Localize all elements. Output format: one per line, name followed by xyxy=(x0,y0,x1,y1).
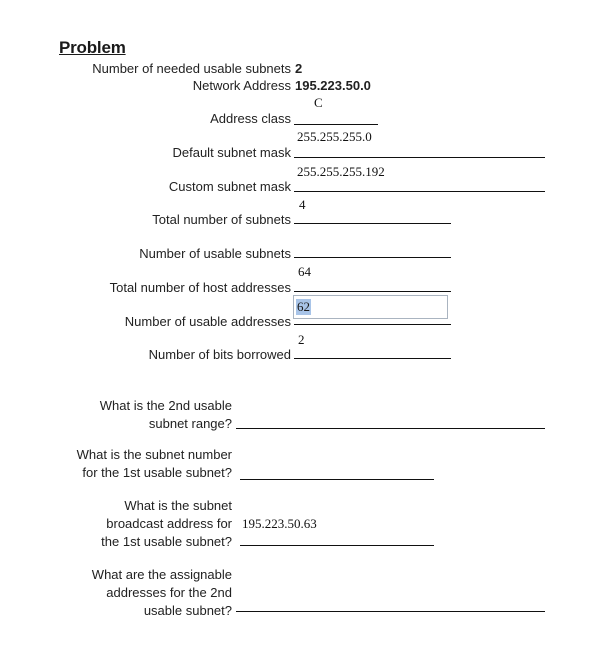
bits-borrowed-answer[interactable]: 2 xyxy=(298,332,305,347)
needed-subnets-value: 2 xyxy=(295,61,303,76)
total-subnets-answer[interactable]: 4 xyxy=(299,197,306,212)
usable-addresses-answer[interactable]: 62 xyxy=(297,299,310,314)
total-hosts-line xyxy=(294,291,451,292)
network-address-label: Network Address xyxy=(192,78,291,93)
usable-addresses-label: Number of usable addresses xyxy=(124,314,291,329)
q4-answer-line xyxy=(236,611,545,612)
bits-borrowed-label: Number of bits borrowed xyxy=(148,347,291,362)
default-mask-answer[interactable]: 255.255.255.0 xyxy=(297,129,372,144)
network-address-value: 195.223.50.0 xyxy=(295,78,371,93)
total-hosts-label: Total number of host addresses xyxy=(109,280,291,295)
custom-mask-line xyxy=(294,191,545,192)
address-class-line xyxy=(294,124,378,125)
address-class-answer[interactable]: C xyxy=(314,95,323,110)
q2-answer-line xyxy=(240,479,434,480)
total-hosts-answer[interactable]: 64 xyxy=(298,264,311,279)
custom-mask-label: Custom subnet mask xyxy=(168,179,291,194)
usable-subnets-label: Number of usable subnets xyxy=(139,246,291,261)
needed-subnets-label: Number of needed usable subnets xyxy=(92,61,291,76)
custom-mask-answer[interactable]: 255.255.255.192 xyxy=(297,164,385,179)
question-assignable-addresses: What are the assignable addresses for the 2nd usable subnet? xyxy=(91,567,232,618)
question-broadcast-address: What is the subnet broadcast address for the 1st usable subnet? xyxy=(101,498,232,549)
total-subnets-line xyxy=(294,223,451,224)
q3-answer[interactable]: 195.223.50.63 xyxy=(242,516,317,531)
bits-borrowed-line xyxy=(294,358,451,359)
address-class-label: Address class xyxy=(210,111,291,126)
default-mask-label: Default subnet mask xyxy=(172,145,291,160)
default-mask-line xyxy=(294,157,545,158)
total-subnets-label: Total number of subnets xyxy=(152,212,291,227)
q3-answer-line xyxy=(240,545,434,546)
page-title: Problem xyxy=(59,38,126,57)
q1-answer-line xyxy=(236,428,545,429)
usable-addresses-line xyxy=(294,324,451,325)
usable-addresses-input[interactable] xyxy=(293,295,448,319)
question-subnet-number: What is the subnet number for the 1st usable subnet? xyxy=(76,447,232,480)
question-2nd-subnet-range: What is the 2nd usable subnet range? xyxy=(99,398,232,431)
usable-subnets-line xyxy=(294,257,451,258)
